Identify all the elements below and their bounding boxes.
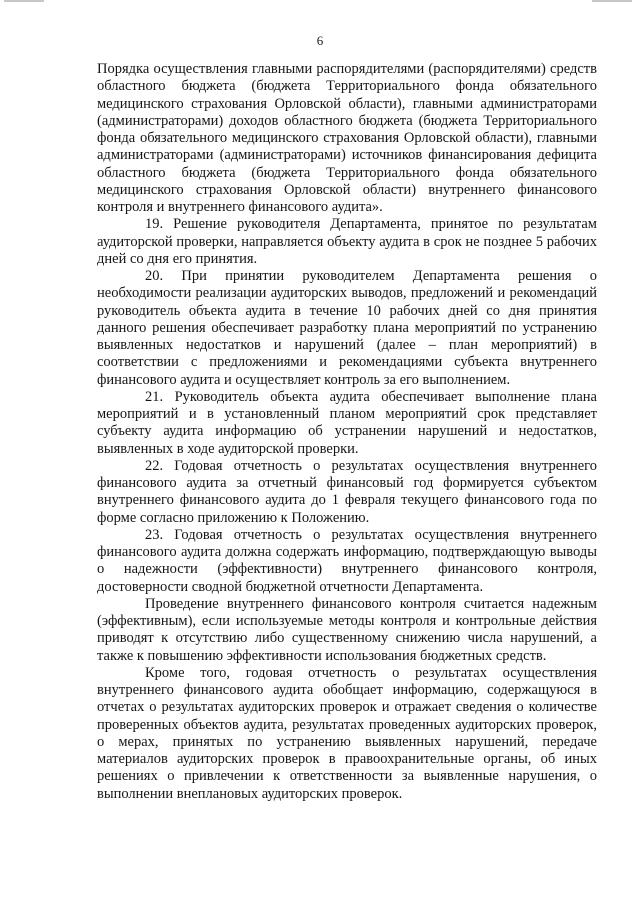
- paragraph-continuation: Порядка осуществления главными распорядителями (распорядителями) средств областного бюджета (бюджета Территориального фонда обязательного медицинского страхования Орловской области), главными администраторами (администраторами) доходов областного бюджета (бюджета Территориального фонда обязательного медицинского страхования Орловской области), главными администраторами (администраторами) источников финансирования дефицита областного бюджета (бюджета Территориального фонда обязательного медицинского страхования Орловской области) внутреннего финансового контроля и внутреннего финансового аудита».: [97, 61, 597, 215]
- paragraph-20: 20. При принятии руководителем Департамента решения о необходимости реализации аудиторских выводов, предложений и рекомендаций руководитель объекта аудита в течение 10 рабочих дней со дня принятия данного решения обеспечивает разработку плана мероприятий по устранению выявленных недостатков и нарушений (далее – план мероприятий) в соответствии с предложениями и рекомендациями субъекта внутреннего финансового аудита и осуществляет контроль за его выполнением.: [97, 268, 597, 388]
- scan-edge-mark-right: [592, 0, 632, 2]
- paragraph-23: 23. Годовая отчетность о результатах осуществления внутреннего финансового аудита должна содержать информацию, подтверждающую выводы о надежности (эффективности) внутреннего финансового контроля, достоверности сводной бюджетной отчетности Департамента.: [97, 526, 597, 595]
- paragraph-22: 22. Годовая отчетность о результатах осуществления внутреннего финансового аудита за отчетный финансовый год формируется субъектом внутреннего финансового аудита до 1 февраля текущего финансового года по форме согласно приложению к Положению.: [97, 457, 597, 526]
- scan-edge-mark-left: [4, 0, 44, 2]
- page-number: 6: [316, 33, 324, 48]
- document-body: [97, 61, 597, 803]
- paragraph-reliability: Проведение внутреннего финансового контроля считается надежным (эффективным), если используемые методы контроля и контрольные действия приводят к отсутствию либо существенному снижению числа нарушений, а также к повышению эффективности использования бюджетных средств.: [97, 595, 597, 664]
- paragraph-21: 21. Руководитель объекта аудита обеспечивает выполнение плана мероприятий и в установленный планом мероприятий срок представляет субъекту аудита информацию об устранении нарушений и недостатков, выявленных в ходе аудиторской проверки.: [97, 388, 597, 457]
- paragraph-19: 19. Решение руководителя Департамента, принятое по результатам аудиторской проверки, направляется объекту аудита в срок не позднее 5 рабочих дней со дня его принятия.: [97, 216, 597, 267]
- paragraph-annual-report-summary: Кроме того, годовая отчетность о результатах осуществления внутреннего финансового аудита обобщает информацию, содержащуюся в отчетах о результатах аудиторских проверок и отражает сведения о количестве проверенных объектов аудита, результатах проведенных аудиторских проверок, о мерах, принятых по устранению выявленных нарушений, передаче материалов аудиторских проверок в правоохранительные органы, об иных решениях о привлечении к ответственности за выявленные нарушения, о выполнении внеплановых аудиторских проверок.: [97, 664, 597, 802]
